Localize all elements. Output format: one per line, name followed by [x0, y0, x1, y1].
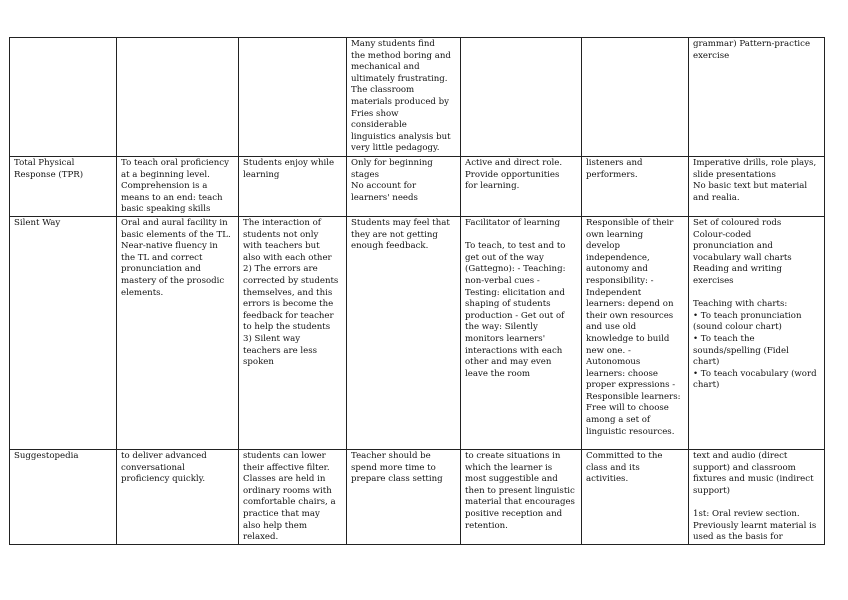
- method-cell: Total Physical Response (TPR): [10, 157, 117, 217]
- problems-cell: Students may feel that they are not getting enough feedback.: [347, 216, 461, 449]
- learner-role-cell: Committed to the class and its activities.: [582, 449, 689, 544]
- method-cell: Suggestopedia: [10, 449, 117, 544]
- learner-role-cell: listeners and performers.: [582, 157, 689, 217]
- problems-cell: Teacher should be spend more time to prepare class setting: [347, 449, 461, 544]
- teacher-role-cell: Facilitator of learning To teach, to test and to get out of the way (Gattegno): - Teaching: non-verbal cues - Testing: elicitation and shaping of students production - Get out of the way: Silently monitors learners' interactions with each other and may even leave the room: [461, 216, 582, 449]
- table-row: [10, 449, 825, 544]
- objectives-cell: Oral and aural facility in basic elements of the TL. Near-native fluency in the TL and correct pronunciation and mastery of the prosodic elements.: [117, 216, 239, 449]
- objectives-cell: To teach oral proficiency at a beginning level. Comprehension is a means to an end: teach basic speaking skills: [117, 157, 239, 217]
- learner-feelings-cell: The interaction of students not only with teachers but also with each other 2) The errors are corrected by students themselves, and this errors is become the feedback for teacher to help the students 3) Silent way teachers are less spoken: [239, 216, 347, 449]
- methods-comparison-table: [9, 37, 825, 545]
- method-cell: [10, 38, 117, 157]
- problems-cell: Only for beginning stages No account for learners' needs: [347, 157, 461, 217]
- learner-role-cell: [582, 38, 689, 157]
- table-row: [10, 216, 825, 449]
- teacher-role-cell: [461, 38, 582, 157]
- teacher-role-cell: Active and direct role. Provide opportunities for learning.: [461, 157, 582, 217]
- materials-cell: Set of coloured rods Colour-coded pronunciation and vocabulary wall charts Reading and writing exercises Teaching with charts: • To teach pronunciation (sound colour chart) • To teach the sounds/spelling (Fidel chart) • To teach vocabulary (word chart): [689, 216, 825, 449]
- table-row: [10, 38, 825, 157]
- teacher-role-cell: to create situations in which the learner is most suggestible and then to present linguistic material that encourages positive reception and retention.: [461, 449, 582, 544]
- materials-cell: Imperative drills, role plays, slide presentations No basic text but material and realia.: [689, 157, 825, 217]
- problems-cell: Many students find the method boring and mechanical and ultimately frustrating. The classroom materials produced by Fries show considerable linguistics analysis but very little pedagogy.: [347, 38, 461, 157]
- learner-feelings-cell: [239, 38, 347, 157]
- learner-feelings-cell: Students enjoy while learning: [239, 157, 347, 217]
- learner-feelings-cell: students can lower their affective filter. Classes are held in ordinary rooms with comfortable chairs, a practice that may also help them relaxed.: [239, 449, 347, 544]
- method-cell: Silent Way: [10, 216, 117, 449]
- learner-role-cell: Responsible of their own learning develop independence, autonomy and responsibility: - Independent learners: depend on their own resources and use old knowledge to build new one. - Autonomous learners: choose proper expressions - Responsible learners: Free will to choose among a set of linguistic resources.: [582, 216, 689, 449]
- materials-cell: text and audio (direct support) and classroom fixtures and music (indirect support) 1st: Oral review section. Previously learnt material is used as the basis for: [689, 449, 825, 544]
- materials-cell: grammar) Pattern-practice exercise: [689, 38, 825, 157]
- table-row: [10, 157, 825, 217]
- objectives-cell: [117, 38, 239, 157]
- objectives-cell: to deliver advanced conversational proficiency quickly.: [117, 449, 239, 544]
